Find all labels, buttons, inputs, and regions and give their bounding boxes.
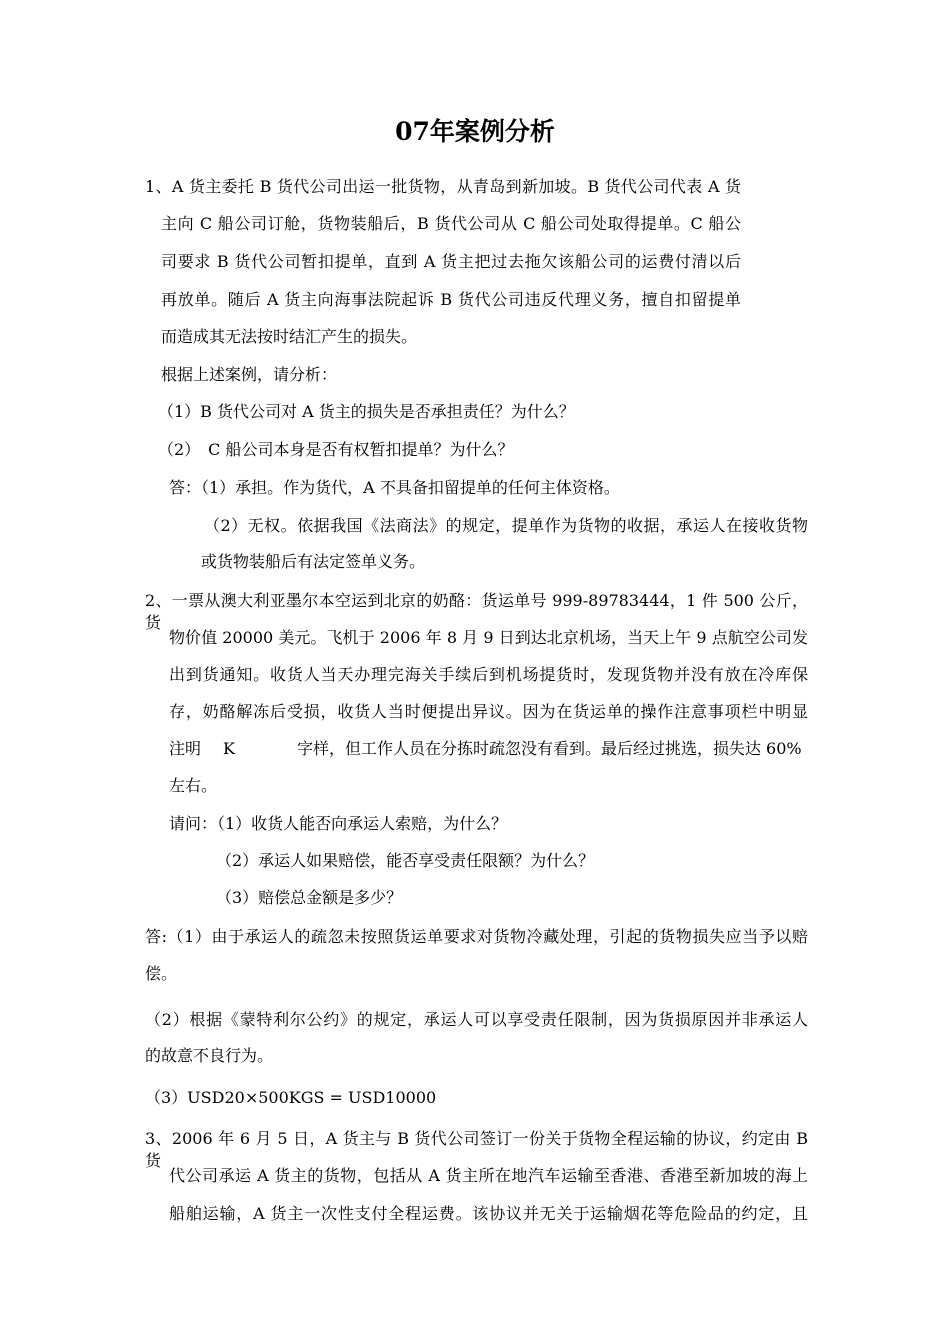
case1-line-1: 1、A 货主委托 B 货代公司出运一批货物，从青岛到新加坡。B 货代公司代表 A 货 (145, 177, 741, 196)
case2-answer-1-line-1: 答:（1）由于承运人的疏忽未按照货运单要求对货物冷藏处理，引起的货物损失应当予以赔 (145, 927, 808, 946)
case3-line-3: 船舶运输，A 货主一次性支付全程运费。该协议并无关于运输烟花等危险品的约定，且 (169, 1204, 808, 1223)
case2-line-1: 2、一票从澳大利亚墨尔本空运到北京的奶酪：货运单号 999-89783444，1 件 500 公斤，货 (145, 591, 808, 632)
case1-question-1: （1）B 货代公司对 A 货主的损失是否承担责任？为什么？ (158, 402, 575, 421)
case1-answer-2-line-2: 或货物装船后有法定签单义务。 (201, 552, 426, 571)
case2-noted-mark: K (223, 739, 235, 758)
case2-answer-2-line-1: （2）根据《蒙特利尔公约》的规定，承运人可以享受责任限制，因为货损原因并非承运人 (145, 1010, 808, 1029)
case2-answer-3: （3）USD20×500KGS = USD10000 (145, 1088, 437, 1107)
case2-line-4: 存，奶酪解冻后受损，收货人当时便提出异议。因为在货运单的操作注意事项栏中明显 (169, 702, 808, 721)
case2-line-6: 左右。 (169, 776, 218, 795)
case1-line-2: 主向 C 船公司订舱，货物装船后，B 货代公司从 C 船公司处取得提单。C 船公 (161, 214, 741, 233)
case2-question-1: 请问：（1）收货人能否向承运人索赔，为什么？ (169, 814, 508, 833)
case1-line-4: 再放单。随后 A 货主向海事法院起诉 B 货代公司违反代理义务，擅自扣留提单 (161, 290, 741, 309)
case2-answer-1-line-2: 偿。 (145, 964, 178, 983)
case3-line-2: 代公司承运 A 货主的货物，包括从 A 货主所在地汽车运输至香港、香港至新加坡的海上 (169, 1166, 808, 1185)
case2-noted-suffix: 字样，但工作人员在分拣时疏忽没有看到。最后经过挑选，损失达 60% (296, 739, 802, 758)
case2-question-3: （3）赔偿总金额是多少？ (216, 888, 403, 907)
case2-answer-2-line-2: 的故意不良行为。 (145, 1046, 274, 1065)
case1-answer-2-line-1: （2）无权。依据我国《法商法》的规定，提单作为货物的收据，承运人在接收货物 (204, 516, 808, 535)
case1-line-3: 司要求 B 货代公司暂扣提单，直到 A 货主把过去拖欠该船公司的运费付清以后 (161, 252, 741, 271)
case2-line-5 (169, 738, 808, 760)
case1-prompt: 根据上述案例，请分析： (161, 365, 338, 384)
case2-line-3: 出到货通知。收货人当天办理完海关手续后到机场提货时，发现货物并没有放在冷库保 (169, 665, 808, 684)
page-title: 07年案例分析 (395, 117, 555, 146)
case2-question-2: （2）承运人如果赔偿，能否享受责任限额？为什么？ (216, 851, 595, 870)
case2-line-2: 物价值 20000 美元。飞机于 2006 年 8 月 9 日到达北京机场，当天上午 9 点航空公司发 (169, 628, 808, 647)
case3-line-1: 3、2006 年 6 月 5 日，A 货主与 B 货代公司签订一份关于货物全程运输的协议，约定由 B 货 (145, 1129, 808, 1170)
case1-answer-1: 答：（1）承担。作为货代，A 不具备扣留提单的任何主体资格。 (169, 478, 620, 497)
case2-noted-prefix: 注明 (169, 739, 202, 758)
case1-line-5: 而造成其无法按时结汇产生的损失。 (161, 327, 418, 346)
case1-question-2: （2） C 船公司本身是否有权暂扣提单？为什么？ (158, 440, 514, 459)
